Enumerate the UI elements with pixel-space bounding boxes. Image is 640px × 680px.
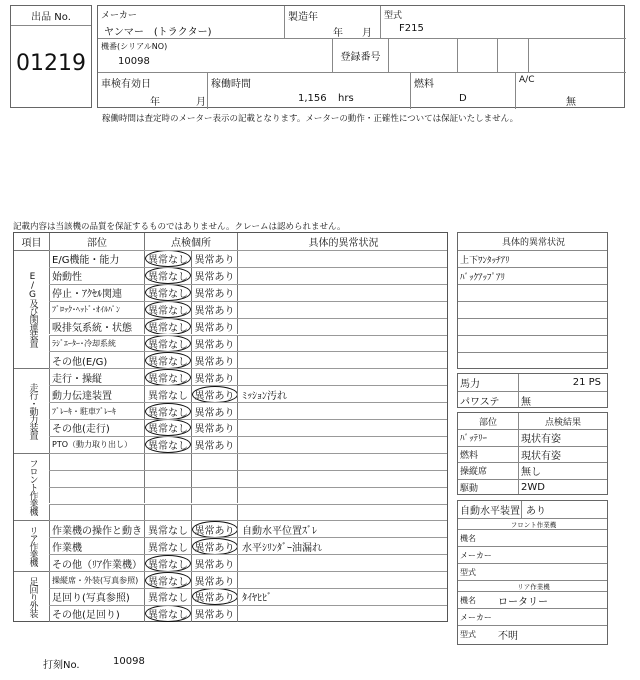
part-name: 停止・ｱｸｾﾙ関連 [49, 285, 144, 301]
table-row [49, 335, 447, 352]
model-value: F215 [399, 23, 424, 34]
registration-label: 登録番号 [340, 52, 381, 63]
abnormal-item [458, 335, 607, 352]
detail-text [237, 606, 449, 622]
detail-text [237, 437, 449, 453]
header-item: 項目 [21, 238, 42, 249]
table-row [49, 487, 447, 504]
part-name: その他(足回り) [49, 606, 144, 622]
table-row [49, 504, 447, 521]
check-part: ﾊﾞｯﾃﾘｰ [460, 434, 488, 445]
quality-note: 記載内容は当該機の品質を保証するものではありません。クレームは認められません。 [13, 222, 346, 232]
option-some[interactable] [191, 285, 237, 301]
option-some-label: 異常あり [192, 521, 238, 537]
abnormal-header: 具体的異常状況 [501, 238, 565, 248]
option-none-label: 異常なし [145, 319, 191, 335]
option-some-label: 異常あり [194, 356, 235, 368]
part-name [49, 505, 144, 521]
option-none[interactable] [144, 420, 191, 436]
option-some[interactable] [191, 352, 237, 368]
hp-value: 21 PS [572, 377, 601, 388]
option-none[interactable] [144, 572, 191, 588]
check-result: 現状有姿 [521, 434, 561, 446]
option-none[interactable] [144, 386, 191, 402]
detail-text: ﾀｲﾔﾋﾋﾞ [237, 589, 449, 605]
option-none[interactable] [144, 505, 191, 521]
header-check: 点検個所 [144, 233, 237, 250]
group-label: 足回り外装 [14, 571, 52, 622]
option-some-label: 異常あり [194, 424, 235, 436]
option-some[interactable] [191, 589, 237, 605]
table-row [49, 419, 447, 436]
option-some[interactable] [191, 268, 237, 284]
registration-cell [498, 39, 529, 73]
rear-implement-row [458, 591, 607, 608]
ac-label: A/C [519, 75, 535, 85]
fuel-value: D [459, 93, 467, 104]
front-implement-row [458, 563, 607, 580]
part-name [49, 488, 144, 504]
table-row [49, 588, 447, 605]
option-some-label: 異常あり [194, 559, 235, 571]
rear-implement-row [458, 625, 607, 642]
lot-box [10, 5, 92, 108]
option-some[interactable] [191, 538, 237, 554]
part-name: 始動性 [49, 268, 144, 284]
part-name: 操縦席・外装(写真参照) [49, 572, 144, 588]
option-some-label: 異常あり [192, 386, 238, 402]
detail-text [237, 572, 449, 588]
option-none[interactable] [144, 352, 191, 368]
option-some[interactable] [191, 505, 237, 521]
part-name: PTO（動力取り出し） [49, 437, 144, 453]
option-none[interactable] [144, 336, 191, 352]
option-none[interactable] [144, 437, 191, 453]
table-row [49, 520, 447, 537]
option-some-label: 異常あり [194, 407, 235, 419]
option-some-label: 異常あり [192, 538, 238, 554]
check-part: 駆動 [460, 483, 479, 494]
front-implement-row [458, 546, 607, 563]
option-some[interactable] [191, 555, 237, 571]
part-name: 吸排気系統・状態 [49, 319, 144, 335]
check-result: 現状有姿 [521, 450, 561, 462]
ac-value: 無 [566, 97, 576, 108]
check-result: 無し [521, 467, 541, 479]
table-row [49, 250, 447, 267]
table-row [49, 605, 447, 622]
check-row [458, 446, 607, 463]
option-none-label: 異常なし [148, 390, 188, 402]
inspection-label: 車検有効日 [101, 79, 151, 90]
implement-panel [457, 500, 608, 645]
option-none[interactable] [144, 251, 191, 267]
table-row [49, 368, 447, 385]
inspection-month-unit: 月 [196, 97, 206, 108]
option-none-label: 異常なし [145, 285, 191, 301]
part-name: 走行・操縦 [49, 369, 144, 385]
detail-text [237, 251, 449, 267]
option-some-label: 異常あり [194, 610, 235, 622]
month-unit: 月 [362, 28, 372, 39]
option-some[interactable] [191, 420, 237, 436]
option-some[interactable] [191, 319, 237, 335]
detail-text [237, 369, 449, 385]
part-name: ﾌﾞﾚｰｷ・駐車ﾌﾞﾚｰｷ [49, 403, 144, 419]
option-some-label: 異常あり [194, 272, 235, 284]
front-field-label: メーカー [460, 550, 492, 560]
check-part: 操縦席 [460, 467, 488, 478]
option-none-label: 異常なし [145, 268, 191, 284]
option-none-label: 異常なし [145, 606, 191, 622]
detail-text [237, 302, 449, 318]
option-some[interactable] [191, 251, 237, 267]
option-none[interactable] [144, 555, 191, 571]
option-none[interactable] [144, 319, 191, 335]
option-none-label: 異常なし [145, 336, 191, 352]
option-none-label: 異常なし [145, 403, 191, 419]
detail-text [237, 336, 449, 352]
option-some[interactable] [191, 302, 237, 318]
table-row [49, 402, 447, 419]
part-name: 作業機 [49, 538, 144, 554]
serial-label: 機番(シリアルNO) [101, 42, 168, 51]
detail-text [237, 505, 449, 521]
option-some-label: 異常あり [194, 306, 235, 318]
option-none[interactable] [144, 302, 191, 318]
option-some[interactable] [191, 437, 237, 453]
check-part: 燃料 [460, 450, 479, 461]
option-some-label: 異常あり [194, 441, 235, 453]
abnormal-item [458, 318, 607, 335]
option-some[interactable] [191, 386, 237, 402]
hours-unit: hrs [338, 93, 354, 104]
spec-panel [457, 373, 608, 408]
front-field-label: 機名 [460, 533, 476, 543]
stamp-label: 打刻No. [43, 660, 80, 671]
detail-text: 自動水平位置ｽﾞﾚ [237, 521, 449, 537]
lot-number: 01219 [16, 51, 86, 76]
abnormal-item [458, 352, 607, 369]
option-some[interactable] [191, 369, 237, 385]
check-header-result: 点検結果 [544, 417, 581, 428]
option-none-label: 異常なし [145, 555, 191, 571]
option-none-label: 異常なし [145, 572, 191, 588]
table-row [49, 453, 447, 470]
table-row [49, 351, 447, 368]
option-none[interactable] [144, 471, 191, 487]
option-some[interactable] [191, 471, 237, 487]
option-some-label: 異常あり [194, 576, 235, 588]
option-none[interactable] [144, 268, 191, 284]
detail-text [237, 403, 449, 419]
rear-field-label: メーカー [460, 612, 492, 622]
abnormal-panel [457, 232, 608, 369]
detail-text [237, 420, 449, 436]
rear-field-label: 型式 [460, 629, 476, 639]
part-name: ﾌﾞﾛｯｸ･ﾍｯﾄﾞ･ｵｲﾙﾊﾟﾝ [49, 302, 144, 318]
detail-text [237, 488, 449, 504]
option-none-label: 異常なし [148, 593, 188, 605]
table-row [49, 571, 447, 588]
detail-text [237, 268, 449, 284]
check-header-part: 部位 [478, 417, 497, 428]
check-result: 2WD [521, 481, 545, 493]
auto-level-row [458, 501, 607, 518]
header-detail: 具体的異常状況 [237, 233, 449, 250]
option-some-label: 異常あり [194, 373, 235, 385]
maker-label: メーカー [101, 11, 137, 21]
option-none[interactable] [144, 521, 191, 537]
check-row [458, 429, 607, 446]
part-name: 作業機の操作と動き [49, 521, 144, 537]
part-name: E/G機能・能力 [49, 251, 144, 267]
part-name: ﾗｼﾞｴｰﾀｰ･冷却系統 [49, 336, 144, 352]
check-panel [457, 412, 608, 495]
header-part: 部位 [49, 233, 144, 250]
check-row [458, 462, 607, 479]
option-some[interactable] [191, 606, 237, 622]
registration-cell [529, 39, 626, 73]
part-name: 動力伝達装置 [49, 386, 144, 402]
option-some-label: 異常あり [192, 589, 238, 605]
option-none-label: 異常なし [148, 525, 188, 537]
rear-field-label: 機名 [460, 595, 476, 605]
option-none-label: 異常なし [145, 251, 191, 267]
lot-label: 出品 No. [11, 8, 91, 26]
option-none[interactable] [144, 285, 191, 301]
table-row [49, 284, 447, 301]
detail-text [237, 352, 449, 368]
table-row [49, 537, 447, 554]
inspection-year-unit: 年 [150, 97, 160, 108]
detail-text [237, 285, 449, 301]
option-some-label: 異常あり [194, 255, 235, 267]
option-some[interactable] [191, 488, 237, 504]
table-row [49, 301, 447, 318]
abnormal-item [458, 284, 607, 301]
hours-label: 稼働時間 [211, 79, 251, 90]
part-name: その他(E/G) [49, 352, 144, 368]
stamp-value: 10098 [113, 656, 145, 667]
option-none-label: 異常なし [145, 369, 191, 385]
option-none-label: 異常なし [145, 352, 191, 368]
rear-implement-row [458, 608, 607, 625]
option-some-label: 異常あり [194, 323, 235, 335]
auto-level-label: 自動水平装置 [460, 506, 520, 517]
option-none[interactable] [144, 589, 191, 605]
table-row [49, 318, 447, 335]
option-some[interactable] [191, 336, 237, 352]
option-none[interactable] [144, 369, 191, 385]
option-some[interactable] [191, 403, 237, 419]
table-row [49, 267, 447, 284]
front-implement-header: フロント作業機 [458, 518, 607, 529]
abnormal-item: ﾊﾞｯｸｱｯﾌﾟｱﾘ [458, 267, 607, 284]
registration-cell [389, 39, 458, 73]
part-name: その他（ﾘｱ作業機） [49, 555, 144, 571]
option-none-label: 異常なし [145, 302, 191, 318]
registration-cell [458, 39, 498, 73]
abnormal-item [458, 301, 607, 318]
year-unit: 年 [333, 28, 343, 39]
hp-label: 馬力 [460, 379, 480, 390]
vehicle-info [97, 5, 625, 108]
auto-level-value: あり [521, 501, 546, 518]
option-some[interactable] [191, 521, 237, 537]
group-label: 走行・動力装置 [14, 368, 52, 453]
table-row [49, 470, 447, 487]
table-row [49, 554, 447, 571]
detail-text [237, 454, 449, 470]
model-label: 型式 [384, 11, 403, 21]
option-none[interactable] [144, 538, 191, 554]
group-label: フロント作業機 [14, 453, 52, 521]
option-none[interactable] [144, 454, 191, 470]
option-none-label: 異常なし [145, 420, 191, 436]
detail-text [237, 471, 449, 487]
detail-text [237, 555, 449, 571]
hours-note: 稼働時間は査定時のメーター表示の記載となります。メーターの動作・正確性については保証いたしません。 [102, 114, 519, 124]
option-some[interactable] [191, 572, 237, 588]
hours-value: 1,156 [298, 93, 327, 104]
option-none[interactable] [144, 488, 191, 504]
detail-text: 水平ｼﾘﾝﾀﾞｰ油漏れ [237, 538, 449, 554]
option-some-label: 異常あり [194, 339, 235, 351]
serial-value: 10098 [118, 56, 150, 67]
fuel-label: 燃料 [414, 79, 434, 90]
rear-field-value: ロータリー [498, 596, 548, 608]
maker-value: ヤンマー (トラクター) [104, 27, 212, 38]
power-steering-value: 無 [521, 396, 531, 408]
part-name [49, 454, 144, 470]
detail-text [237, 319, 449, 335]
abnormal-item: 上下ﾜﾝﾀｯﾁｱﾘ [458, 250, 607, 267]
detail-text: ﾐｯｼｮﾝ汚れ [237, 386, 449, 402]
part-name: その他(走行) [49, 420, 144, 436]
check-header-row [458, 413, 607, 429]
part-name: 足回り(写真参照) [49, 589, 144, 605]
option-none-label: 異常なし [148, 542, 188, 554]
rear-field-value: 不明 [498, 630, 518, 642]
table-row [49, 385, 447, 402]
power-steering-label: パワステ [460, 396, 500, 408]
group-label: E/G及び関連装置 [14, 250, 52, 368]
front-implement-row [458, 529, 607, 546]
option-none[interactable] [144, 403, 191, 419]
inspection-table [13, 232, 448, 622]
part-name [49, 471, 144, 487]
front-field-label: 型式 [460, 567, 476, 577]
option-none[interactable] [144, 606, 191, 622]
table-row [49, 436, 447, 453]
option-none-label: 異常なし [145, 437, 191, 453]
rear-implement-header: リア作業機 [458, 580, 607, 591]
year-label: 製造年 [288, 12, 318, 23]
option-some[interactable] [191, 454, 237, 470]
option-some-label: 異常あり [194, 289, 235, 301]
check-row [458, 479, 607, 496]
group-label: リア作業機 [14, 520, 52, 571]
